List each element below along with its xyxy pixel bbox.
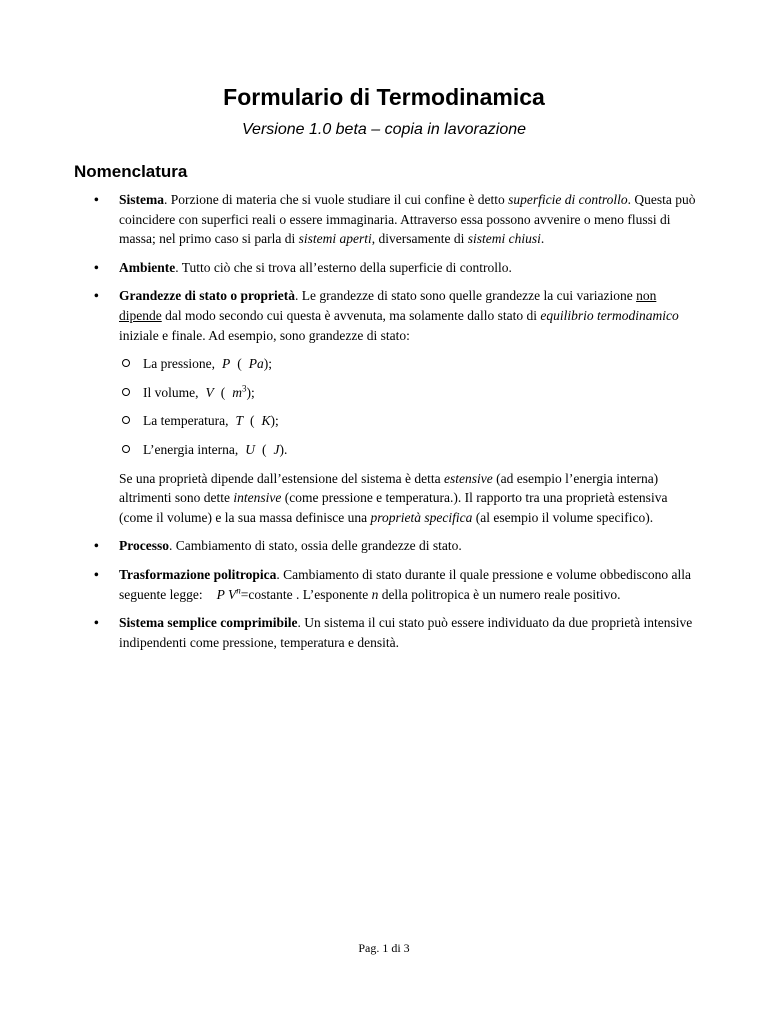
- term-ambiente: Ambiente: [119, 259, 176, 275]
- list-item-processo: [92, 536, 702, 556]
- section-heading-nomenclatura: Nomenclatura: [74, 162, 188, 181]
- text: .: [540, 231, 545, 247]
- sub-item-pressione: [92, 354, 702, 374]
- bullet-icon: •: [94, 615, 99, 631]
- text: , diversamente di: [371, 231, 468, 247]
- paren: (: [237, 356, 242, 372]
- math-symbol: n: [371, 586, 379, 602]
- bullet-icon: •: [94, 259, 99, 275]
- text: . Questa può coincidere con superfici reali o essere immaginaria. Attraverso essa possono avvenire o meno flussi di massa; nel primo caso si parla di: [119, 192, 696, 247]
- document-subtitle: Versione 1.0 beta – copia in lavorazione: [241, 121, 527, 138]
- term-sistema: Sistema: [119, 192, 164, 207]
- paren: (: [261, 441, 267, 457]
- paren: );: [263, 356, 272, 372]
- list-item-sistema-semplice: [92, 613, 702, 652]
- math-symbol: T: [235, 413, 243, 429]
- nomenclature-list: [92, 190, 702, 661]
- text: . Le grandezze di stato sono quelle grandezze la cui variazione: [294, 288, 637, 304]
- text: . Porzione di materia che si vuole studiare il cui confine è detto: [164, 192, 509, 207]
- paren: ).: [279, 441, 288, 457]
- text: . Tutto ciò che si trova all’esterno della superficie di controllo.: [175, 259, 512, 275]
- sub-item-temperatura: [92, 411, 702, 431]
- text: . L’esponente: [292, 586, 372, 602]
- emphasis: intensive: [233, 490, 282, 506]
- paren: );: [270, 413, 279, 429]
- sub-item-energia-interna: [92, 440, 702, 460]
- term-processo: Processo: [119, 538, 169, 554]
- bullet-icon: •: [94, 192, 99, 207]
- math-symbol: V: [205, 384, 214, 400]
- text: Se una proprietà dipende dall’estensione del sistema è detta: [119, 470, 445, 486]
- emphasis: equilibrio termodinamico: [540, 307, 679, 323]
- bullet-icon: •: [94, 288, 99, 304]
- text: . Cambiamento di stato, ossia delle grandezze di stato.: [169, 538, 462, 554]
- text: della politropica è un numero reale positivo.: [378, 586, 621, 602]
- math-unit: J: [273, 441, 280, 457]
- text: dal modo secondo cui questa è avvenuta, ma solamente dallo stato di: [161, 307, 541, 323]
- list-item-grandezze: [92, 286, 702, 345]
- paren: (: [220, 384, 226, 400]
- formula-rest: =costante: [240, 586, 293, 602]
- emphasis: proprietà specifica: [370, 509, 473, 525]
- math-symbol: P: [221, 356, 231, 372]
- sub-item-label: La temperatura,: [143, 413, 229, 429]
- circle-bullet-icon: [122, 416, 130, 424]
- text: iniziale e finale. Ad esempio, sono grandezze di stato:: [119, 327, 410, 343]
- term-sistema-semplice: Sistema semplice comprimibile: [119, 615, 298, 631]
- sub-item-label: Il volume,: [143, 384, 199, 400]
- formula-pv: P V: [216, 586, 237, 602]
- circle-bullet-icon: [122, 359, 130, 367]
- list-item-sistema: [92, 190, 702, 249]
- math-symbol: U: [245, 441, 255, 457]
- emphasis: sistemi aperti: [298, 231, 372, 247]
- text: (ad esempio l’energia interna) altrimenti sono dette: [119, 470, 659, 506]
- bullet-icon: •: [94, 566, 99, 582]
- paragraph-estensive-intensive: [92, 469, 702, 528]
- circle-bullet-icon: [122, 388, 130, 396]
- text: (come pressione e temperatura.). Il rapporto tra una proprietà estensiva (come il volume) e la sua massa definisce una: [119, 490, 668, 525]
- text: . Cambiamento di stato durante il quale pressione e volume obbediscono alla seguente legge:: [119, 566, 692, 602]
- paren: (: [249, 413, 255, 429]
- text: . Un sistema il cui stato può essere individuato da due proprietà intensive indipendenti come pressione, temperatura e densità.: [119, 615, 693, 650]
- math-unit: m: [232, 384, 242, 400]
- sub-item-label: L’energia interna,: [143, 441, 239, 457]
- text: (al esempio il volume specifico).: [472, 509, 654, 525]
- list-item-politropica: [92, 565, 702, 604]
- underlined-text: non dipende: [119, 288, 657, 323]
- sub-item-volume: [92, 383, 702, 403]
- list-item-ambiente: [92, 258, 702, 278]
- emphasis: superficie di controllo: [508, 192, 628, 207]
- math-unit: Pa: [248, 356, 264, 372]
- bullet-icon: •: [94, 538, 99, 554]
- emphasis: estensive: [444, 470, 493, 486]
- document-title: Formulario di Termodinamica: [223, 84, 545, 110]
- term-politropica: Trasformazione politropica: [119, 566, 277, 582]
- math-unit: K: [261, 413, 271, 429]
- formula-exponent: n: [236, 585, 241, 595]
- unit-exponent: 3: [242, 383, 247, 394]
- sub-item-label: La pressione,: [143, 356, 215, 372]
- emphasis: sistemi chiusi: [467, 231, 541, 247]
- term-grandezze: Grandezze di stato o proprietà: [119, 288, 295, 304]
- paren: );: [246, 384, 255, 400]
- circle-bullet-icon: [122, 445, 130, 453]
- page-footer: Pag. 1 di 3: [358, 941, 410, 955]
